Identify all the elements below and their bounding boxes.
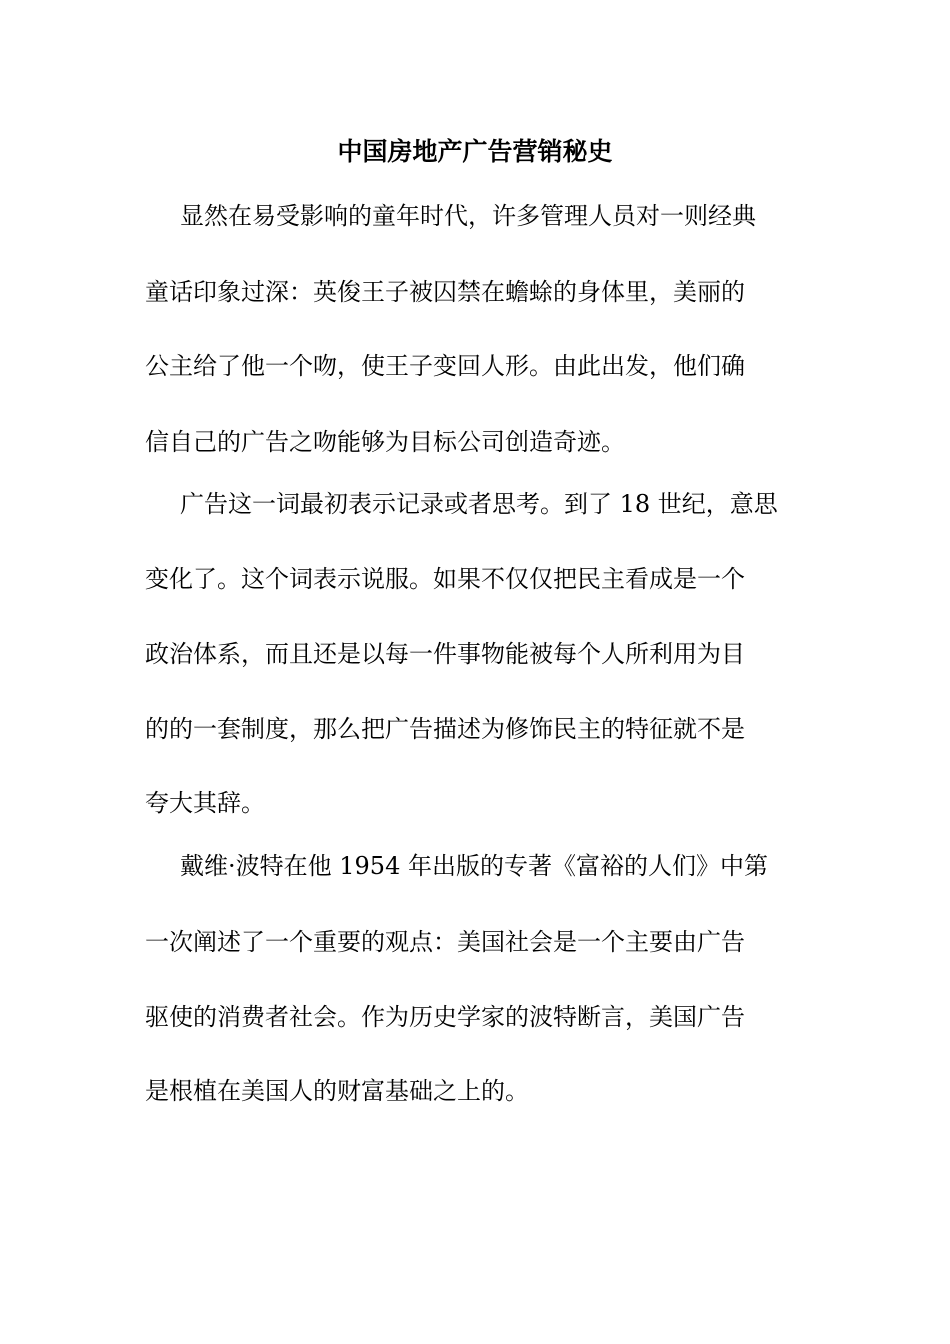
paragraph-line: 夸大其辞。 bbox=[145, 789, 265, 817]
paragraph-line: 驱使的消费者社会。作为历史学家的波特断言，美国广告 bbox=[145, 1003, 745, 1031]
paragraph-line: 戴维·波特在他 1954 年出版的专著《富裕的人们》中第 bbox=[180, 852, 768, 880]
document-title: 中国房地产广告营销秘史 bbox=[337, 137, 613, 166]
paragraph-line: 一次阐述了一个重要的观点：美国社会是一个主要由广告 bbox=[145, 928, 745, 956]
paragraph-line: 广告这一词最初表示记录或者思考。到了 18 世纪，意思 bbox=[180, 490, 778, 518]
paragraph-line: 是根植在美国人的财富基础之上的。 bbox=[145, 1077, 529, 1105]
paragraph-line: 政治体系，而且还是以每一件事物能被每个人所利用为目 bbox=[145, 640, 745, 668]
paragraph-line: 公主给了他一个吻，使王子变回人形。由此出发，他们确 bbox=[145, 352, 745, 380]
paragraph-line: 童话印象过深：英俊王子被囚禁在蟾蜍的身体里，美丽的 bbox=[145, 278, 745, 306]
paragraph-line: 信自己的广告之吻能够为目标公司创造奇迹。 bbox=[145, 428, 625, 456]
paragraph-line: 的的一套制度，那么把广告描述为修饰民主的特征就不是 bbox=[145, 715, 745, 743]
paragraph-line: 显然在易受影响的童年时代，许多管理人员对一则经典 bbox=[180, 202, 756, 230]
paragraph-line: 变化了。这个词表示说服。如果不仅仅把民主看成是一个 bbox=[145, 565, 745, 593]
